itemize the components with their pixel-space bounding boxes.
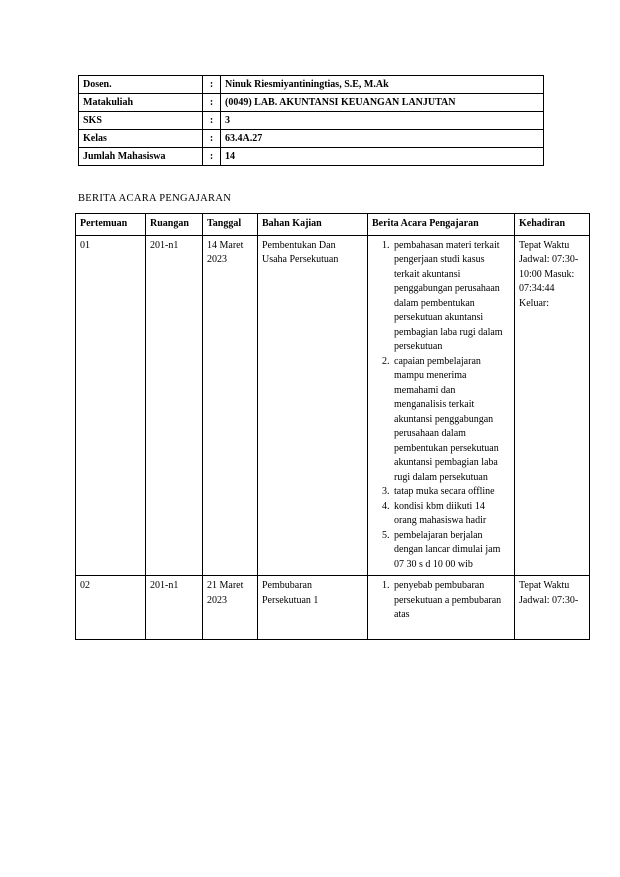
attendance-clip: Tepat Waktu Jadwal: 07:30- — [519, 580, 579, 606]
info-label: Matakuliah — [79, 94, 203, 112]
cell-pertemuan: 01 — [76, 235, 146, 576]
report-item: 5. pembelajaran berjalan dengan lancar dimulai jam 07 30 s d 10 00 wib — [392, 529, 510, 573]
info-colon: : — [203, 94, 221, 112]
info-row-matakuliah — [79, 94, 544, 112]
cell-ruangan: 201-n1 — [146, 235, 203, 576]
info-row-jumlah-mahasiswa — [79, 148, 544, 166]
column-header-berita-acara: Berita Acara Pengajaran — [368, 214, 515, 236]
column-header-ruangan: Ruangan — [146, 214, 203, 236]
report-item: 3. tatap muka secara offline — [392, 485, 510, 500]
cell-kehadiran — [515, 576, 590, 640]
info-value: 3 — [221, 112, 544, 130]
info-row-kelas — [79, 130, 544, 148]
teaching-report-table — [75, 213, 590, 640]
cell-berita-acara — [368, 576, 515, 640]
column-header-bahan-kajian: Bahan Kajian — [258, 214, 368, 236]
column-header-tanggal: Tanggal — [203, 214, 258, 236]
course-info-table — [78, 75, 544, 166]
cell-pertemuan: 02 — [76, 576, 146, 640]
info-colon: : — [203, 112, 221, 130]
info-row-dosen — [79, 76, 544, 94]
info-value: Ninuk Riesmiyantiningtias, S.E, M.Ak — [221, 76, 544, 94]
column-header-pertemuan: Pertemuan — [76, 214, 146, 236]
cell-bahan-kajian: Pembentukan Dan Usaha Persekutuan — [258, 235, 368, 576]
cell-ruangan: 201-n1 — [146, 576, 203, 640]
table-header-row — [76, 214, 590, 236]
info-label: Dosen. — [79, 76, 203, 94]
info-label: Kelas — [79, 130, 203, 148]
info-label: SKS — [79, 112, 203, 130]
info-value: 63.4A.27 — [221, 130, 544, 148]
cell-bahan-kajian: Pembubaran Persekutuan 1 — [258, 576, 368, 640]
cell-tanggal: 14 Maret 2023 — [203, 235, 258, 576]
info-colon: : — [203, 130, 221, 148]
cell-berita-acara — [368, 235, 515, 576]
column-header-kehadiran: Kehadiran — [515, 214, 590, 236]
info-row-sks — [79, 112, 544, 130]
section-title: BERITA ACARA PENGAJARAN — [78, 193, 232, 204]
info-value: (0049) LAB. AKUNTANSI KEUANGAN LANJUTAN — [221, 94, 544, 112]
info-label: Jumlah Mahasiswa — [79, 148, 203, 166]
report-item: 2. capaian pembelajaran mampu menerima memahami dan menganalisis terkait akuntansi penggabungan perusahaan dalam pembentukan persekutuan akuntansi pembagian laba rugi dalam persekutuan — [392, 355, 510, 486]
cell-kehadiran: Tepat Waktu Jadwal: 07:30-10:00 Masuk: 07:34:44 Keluar: — [515, 235, 590, 576]
table-row — [76, 235, 590, 576]
report-item: 4. kondisi kbm diikuti 14 orang mahasiswa hadir — [392, 500, 510, 529]
report-item: 1. penyebab pembubaran persekutuan a pembubaran atas — [392, 579, 510, 623]
report-list — [372, 579, 510, 623]
table-row — [76, 576, 590, 640]
info-colon: : — [203, 76, 221, 94]
report-list — [372, 239, 510, 573]
cell-tanggal: 21 Maret 2023 — [203, 576, 258, 640]
report-item: 1. pembahasan materi terkait pengerjaan studi kasus terkait akuntansi penggabungan perusahaan dalam pembentukan persekutuan akuntansi pembagian laba rugi dalam persekutuan — [392, 239, 510, 355]
info-value: 14 — [221, 148, 544, 166]
info-colon: : — [203, 148, 221, 166]
report-clip — [372, 579, 510, 636]
